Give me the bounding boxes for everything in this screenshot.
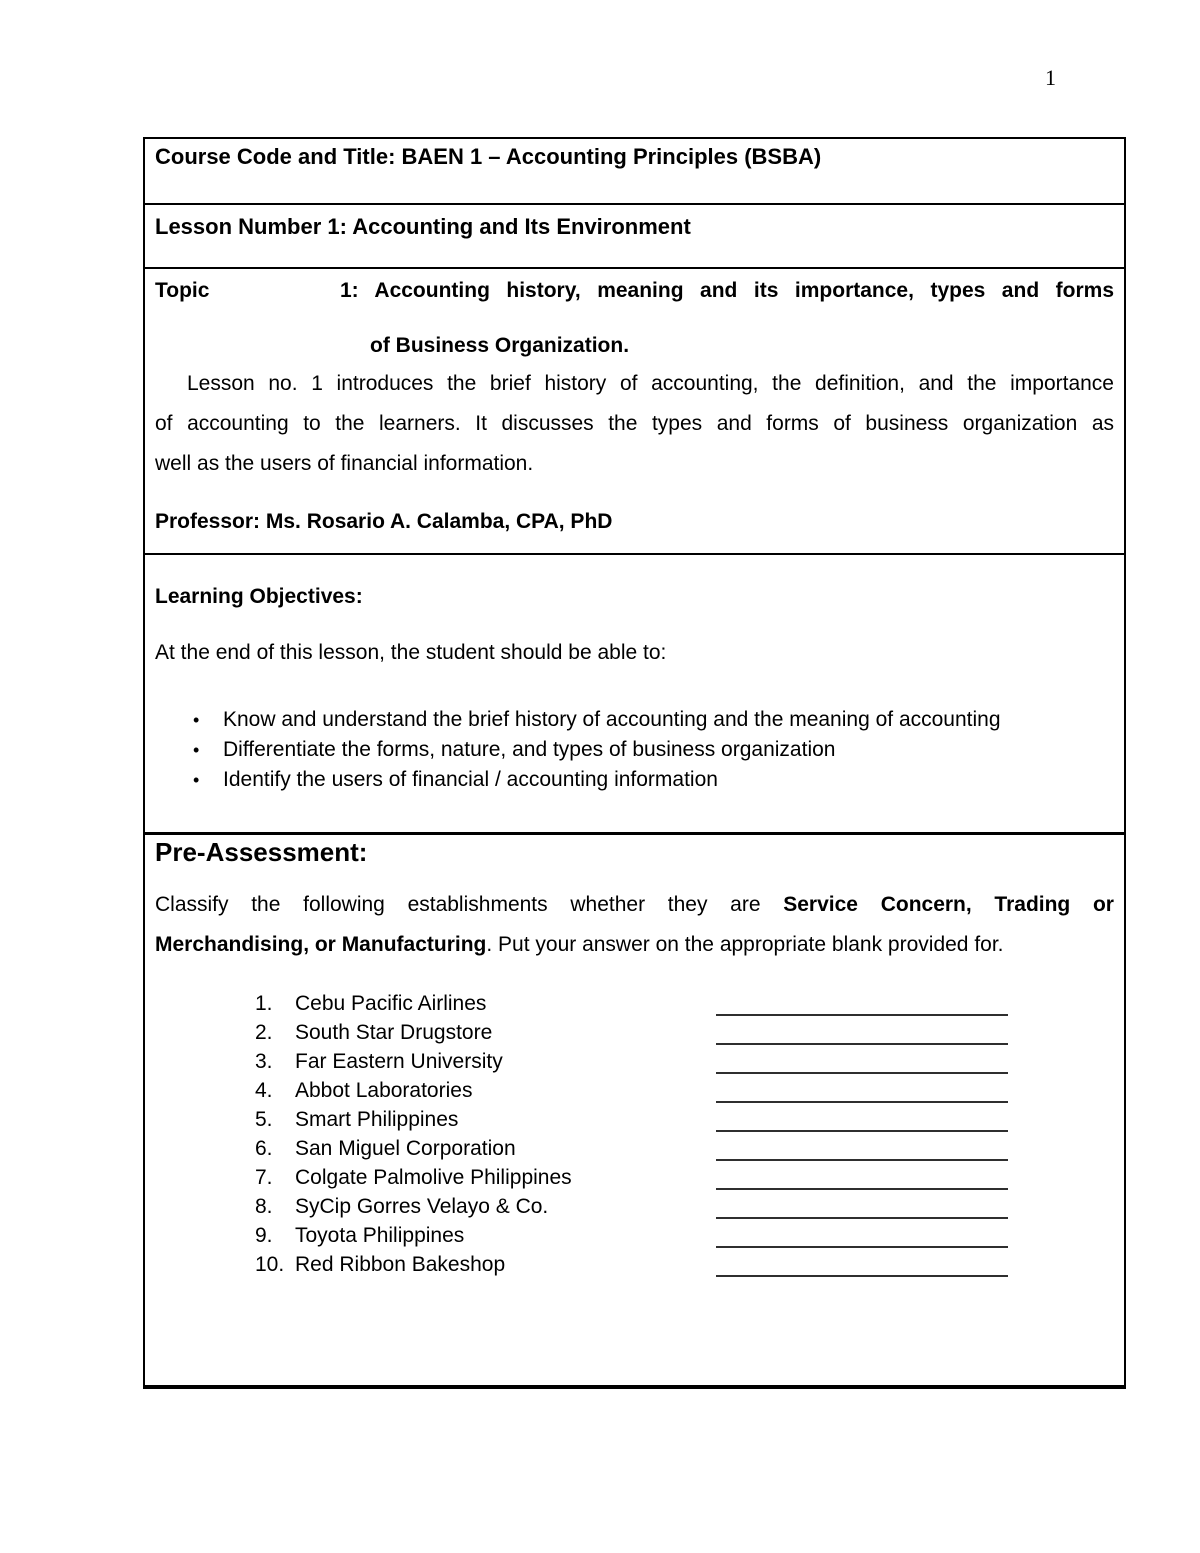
item-name: Red Ribbon Bakeshop — [295, 1253, 506, 1276]
objective-text: Differentiate the forms, nature, and types of business organization — [223, 738, 836, 761]
topic-title-line2: of Business Organization. — [370, 334, 630, 357]
objective-text: Know and understand the brief history of accounting and the meaning of accounting — [223, 708, 1001, 731]
list-item — [255, 1250, 1114, 1279]
item-name: Colgate Palmolive Philippines — [295, 1166, 572, 1189]
list-item — [255, 1105, 1114, 1134]
item-number: 3. — [255, 1050, 273, 1073]
objective-item — [155, 735, 1114, 765]
course-title-row — [145, 139, 1124, 203]
answer-blank[interactable] — [716, 1014, 1008, 1016]
instructions-text: Classify the following establishments whether they are — [155, 893, 784, 916]
topic-line-1 — [155, 277, 1114, 305]
item-name: Abbot Laboratories — [295, 1079, 473, 1102]
bullet-icon: • — [193, 770, 200, 790]
topic-row — [145, 267, 1124, 553]
answer-blank[interactable] — [716, 1159, 1008, 1161]
item-number: 9. — [255, 1224, 273, 1247]
learning-objectives-row — [145, 553, 1124, 832]
answer-blank[interactable] — [716, 1217, 1008, 1219]
list-item — [255, 1047, 1114, 1076]
bullet-icon: • — [193, 740, 200, 760]
objectives-intro: At the end of this lesson, the student should be able to: — [155, 641, 667, 664]
lesson-number-row — [145, 203, 1124, 267]
instructions-bold-text: Service Concern, Trading or — [783, 893, 1114, 916]
item-name: San Miguel Corporation — [295, 1137, 516, 1160]
list-item — [255, 989, 1114, 1018]
instructions-line-2 — [155, 925, 1114, 965]
instructions-bold-text: Merchandising, or Manufacturing — [155, 933, 487, 956]
professor-line: Professor: Ms. Rosario A. Calamba, CPA, PhD — [155, 510, 613, 533]
assessment-list — [255, 989, 1114, 1279]
item-number: 2. — [255, 1021, 273, 1044]
answer-blank[interactable] — [716, 1188, 1008, 1190]
objectives-list — [155, 705, 1114, 795]
page-number: 1 — [1045, 65, 1056, 90]
objective-item — [155, 705, 1114, 735]
item-name: South Star Drugstore — [295, 1021, 493, 1044]
list-item — [255, 1163, 1114, 1192]
answer-blank[interactable] — [716, 1072, 1008, 1074]
answer-blank[interactable] — [716, 1275, 1008, 1277]
item-number: 10. — [255, 1253, 285, 1276]
answer-blank[interactable] — [716, 1101, 1008, 1103]
item-name: SyCip Gorres Velayo & Co. — [295, 1195, 549, 1218]
list-item — [255, 1192, 1114, 1221]
lesson-number-text: Lesson Number 1: Accounting and Its Environment — [155, 214, 691, 239]
list-item — [255, 1076, 1114, 1105]
item-number: 7. — [255, 1166, 273, 1189]
list-item — [255, 1221, 1114, 1250]
objective-item — [155, 765, 1114, 795]
item-number: 5. — [255, 1108, 273, 1131]
topic-description — [155, 364, 1114, 484]
answer-blank[interactable] — [716, 1246, 1008, 1248]
topic-title-line1: 1: Accounting history, meaning and its importance, types and forms — [340, 279, 1114, 302]
answer-blank[interactable] — [716, 1043, 1008, 1045]
item-name: Toyota Philippines — [295, 1224, 465, 1247]
objective-text: Identify the users of financial / accounting information — [223, 768, 718, 791]
objectives-heading: Learning Objectives: — [155, 585, 363, 608]
instructions-line-1 — [155, 885, 1114, 925]
course-title-text: Course Code and Title: BAEN 1 – Accounting Principles (BSBA) — [155, 144, 822, 169]
lesson-table — [143, 137, 1126, 1389]
instructions-text: . Put your answer on the appropriate blank provided for. — [486, 933, 1004, 956]
description-line: of accounting to the learners. It discusses the types and forms of business organization as — [155, 412, 1114, 435]
pre-assessment-row — [145, 832, 1124, 1385]
description-line: Lesson no. 1 introduces the brief history of accounting, the definition, and the importance — [187, 372, 1114, 395]
list-item — [255, 1134, 1114, 1163]
pre-assessment-instructions — [155, 885, 1114, 965]
pre-assessment-heading: Pre-Assessment: — [155, 837, 368, 867]
answer-blank[interactable] — [716, 1130, 1008, 1132]
item-name: Cebu Pacific Airlines — [295, 992, 487, 1015]
description-line: well as the users of financial information. — [155, 452, 534, 475]
list-item — [255, 1018, 1114, 1047]
item-number: 8. — [255, 1195, 273, 1218]
item-number: 4. — [255, 1079, 273, 1102]
item-name: Far Eastern University — [295, 1050, 503, 1073]
item-number: 6. — [255, 1137, 273, 1160]
item-name: Smart Philippines — [295, 1108, 459, 1131]
topic-label: Topic — [155, 279, 210, 302]
item-number: 1. — [255, 992, 273, 1015]
bullet-icon: • — [193, 710, 200, 730]
